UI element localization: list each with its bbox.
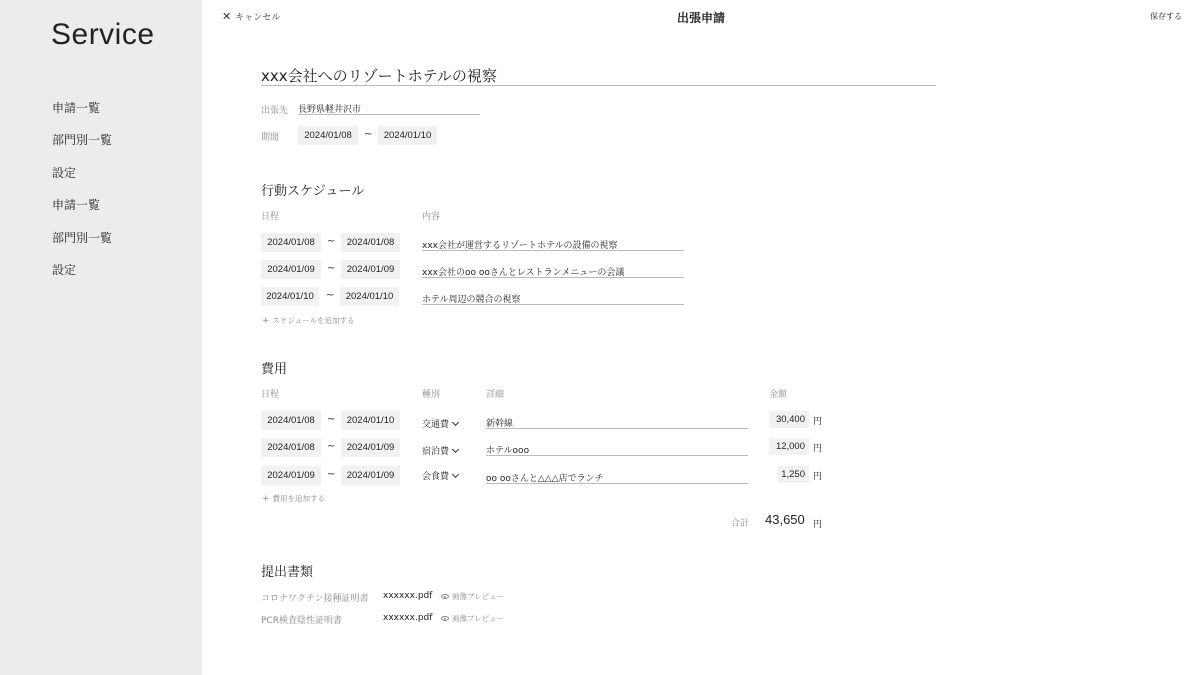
sidebar bbox=[0, 0, 202, 675]
schedule-row-end-date[interactable]: 2024/01/08 bbox=[341, 233, 400, 252]
schedule-row-content-input[interactable] bbox=[422, 238, 684, 251]
expense-row-start-date[interactable]: 2024/01/08 bbox=[261, 411, 321, 430]
plus-icon: + bbox=[262, 315, 270, 326]
expense-row-start-date[interactable]: 2024/01/08 bbox=[261, 438, 321, 457]
image-preview-button[interactable] bbox=[441, 613, 504, 624]
expense-row-tilde: ~ bbox=[327, 414, 336, 425]
chevron-down-icon bbox=[451, 471, 461, 481]
schedule-row-tilde: ~ bbox=[326, 290, 335, 301]
sidebar-item-settings[interactable]: 設定 bbox=[52, 165, 77, 180]
destination-label: 出張先 bbox=[261, 106, 289, 116]
expense-row-type-select[interactable] bbox=[422, 417, 461, 430]
period-tilde: ~ bbox=[364, 129, 373, 140]
plus-icon: + bbox=[262, 493, 270, 504]
sidebar-item-application-list[interactable]: 申請一覧 bbox=[52, 101, 101, 115]
schedule-row-tilde: ~ bbox=[327, 236, 336, 247]
chevron-down-icon bbox=[451, 419, 461, 429]
expenses-col-date: 日程 bbox=[261, 390, 280, 400]
eye-icon bbox=[441, 594, 449, 599]
sidebar-item-department-list[interactable]: 部門別一覧 bbox=[52, 133, 113, 148]
expense-row-end-date[interactable]: 2024/01/10 bbox=[341, 411, 400, 430]
schedule-col-date: 日程 bbox=[261, 212, 280, 222]
add-schedule-label: スケジュールを追加する bbox=[272, 316, 355, 325]
document-label: コロナワクチン接種証明書 bbox=[261, 594, 369, 604]
document-label: PCR検査陰性証明書 bbox=[261, 616, 342, 626]
schedule-row-content-input[interactable] bbox=[422, 265, 684, 278]
expense-type-value: 宿泊費 bbox=[422, 447, 450, 457]
total-label: 合計 bbox=[731, 519, 750, 529]
chevron-down-icon bbox=[451, 446, 461, 456]
expense-row-start-date[interactable]: 2024/01/09 bbox=[261, 466, 321, 485]
save-button[interactable]: 保存する bbox=[1150, 12, 1182, 21]
expense-row-currency: 円 bbox=[813, 472, 823, 482]
expense-row-tilde: ~ bbox=[327, 441, 336, 452]
expense-type-value: 交通費 bbox=[422, 420, 450, 430]
image-preview-label: 画像プレビュー bbox=[452, 614, 505, 623]
schedule-row-tilde: ~ bbox=[327, 263, 336, 274]
schedule-row-content-input[interactable] bbox=[422, 292, 684, 305]
expense-row-amount[interactable]: 30,400 bbox=[769, 411, 809, 428]
expense-row-detail-input[interactable] bbox=[486, 443, 748, 456]
expense-type-value: 会食費 bbox=[422, 472, 450, 482]
schedule-section-title: 行動スケジュール bbox=[261, 184, 365, 199]
main-content bbox=[202, 0, 1200, 675]
schedule-row-start-date[interactable]: 2024/01/09 bbox=[261, 260, 321, 279]
schedule-row-start-date[interactable]: 2024/01/08 bbox=[261, 233, 321, 252]
expense-row-amount[interactable]: 1,250 bbox=[778, 466, 809, 483]
schedule-row-end-date[interactable]: 2024/01/10 bbox=[340, 287, 399, 306]
sidebar-item-settings-2[interactable]: 設定 bbox=[52, 262, 77, 277]
expense-row-type-select[interactable] bbox=[422, 469, 461, 482]
expense-row-currency: 円 bbox=[813, 444, 823, 454]
period-end-date[interactable]: 2024/01/10 bbox=[378, 126, 437, 145]
image-preview-label: 画像プレビュー bbox=[452, 592, 505, 601]
expense-row-detail-input[interactable] bbox=[486, 416, 748, 429]
expense-row-currency: 円 bbox=[813, 417, 823, 427]
add-expense-button[interactable] bbox=[262, 493, 325, 504]
expenses-section-title: 費用 bbox=[261, 362, 288, 377]
trip-title-input[interactable] bbox=[261, 66, 936, 86]
add-expense-label: 費用を追加する bbox=[272, 494, 326, 503]
schedule-row-end-date[interactable]: 2024/01/09 bbox=[341, 260, 400, 279]
expenses-col-amount: 金額 bbox=[769, 390, 788, 400]
destination-input[interactable] bbox=[298, 102, 480, 115]
brand-logo: Service bbox=[51, 18, 155, 51]
period-start-date[interactable]: 2024/01/08 bbox=[298, 126, 358, 145]
eye-icon bbox=[441, 616, 449, 621]
period-label: 期間 bbox=[261, 133, 280, 143]
add-schedule-button[interactable] bbox=[262, 315, 355, 326]
sidebar-item-department-list-2[interactable]: 部門別一覧 bbox=[52, 230, 113, 245]
schedule-col-content: 内容 bbox=[422, 212, 441, 222]
expenses-col-type: 種別 bbox=[422, 390, 441, 400]
sidebar-item-application-list-2[interactable]: 申請一覧 bbox=[52, 198, 101, 213]
expense-row-end-date[interactable]: 2024/01/09 bbox=[341, 466, 400, 485]
total-value: 43,650 bbox=[765, 512, 805, 527]
sidebar-nav bbox=[52, 99, 112, 293]
image-preview-button[interactable] bbox=[441, 591, 504, 602]
expense-row-detail-input[interactable] bbox=[486, 471, 748, 484]
total-currency: 円 bbox=[813, 520, 823, 530]
document-file[interactable]: xxxxxx.pdf bbox=[383, 591, 433, 601]
cancel-label: キャンセル bbox=[235, 13, 281, 23]
schedule-row-start-date[interactable]: 2024/01/10 bbox=[261, 287, 319, 306]
page-title: 出張申請 bbox=[676, 11, 725, 25]
expense-row-tilde: ~ bbox=[327, 469, 336, 480]
expense-row-end-date[interactable]: 2024/01/09 bbox=[341, 438, 400, 457]
close-icon: ✕ bbox=[222, 10, 232, 23]
expenses-col-detail: 詳細 bbox=[486, 390, 505, 400]
documents-section-title: 提出書類 bbox=[261, 565, 314, 580]
expense-row-type-select[interactable] bbox=[422, 444, 461, 457]
expense-row-amount[interactable]: 12,000 bbox=[769, 438, 809, 455]
document-file[interactable]: xxxxxx.pdf bbox=[383, 613, 433, 623]
